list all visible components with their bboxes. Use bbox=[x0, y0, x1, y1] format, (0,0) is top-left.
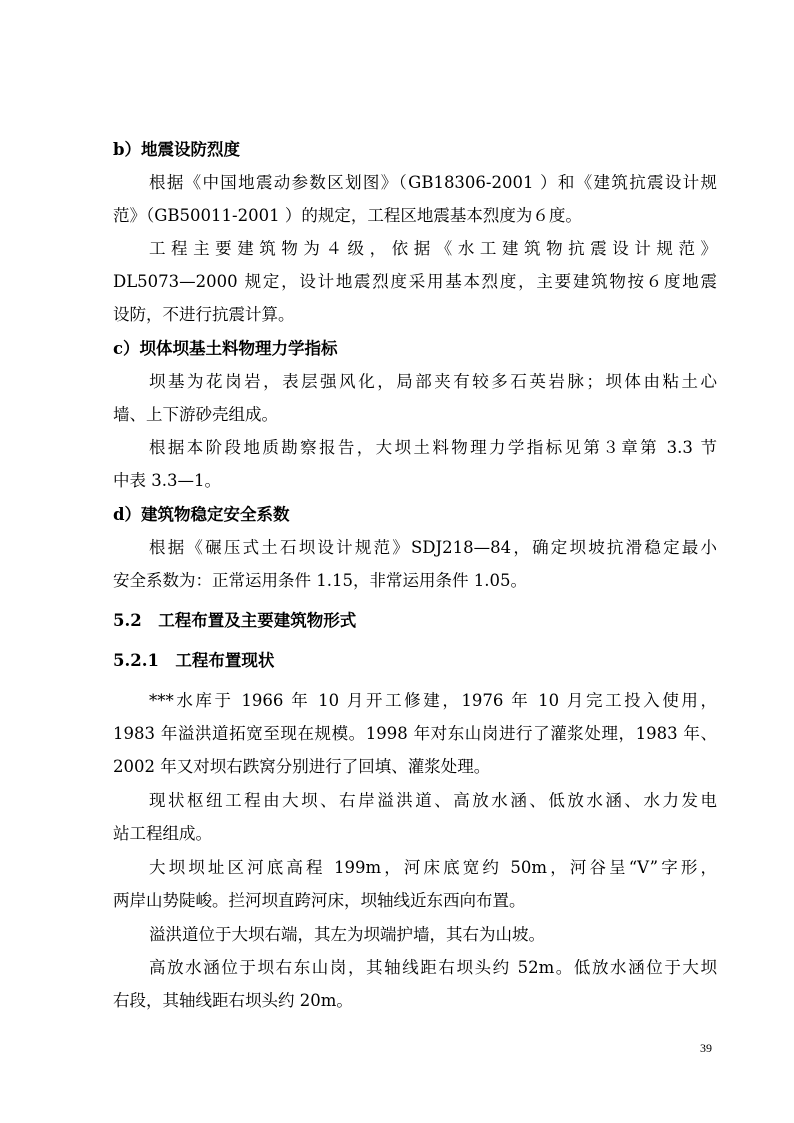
paragraph-line: 根据《碾压式土石坝设计规范》SDJ218—84，确定坝坡抗滑稳定最小 bbox=[149, 538, 717, 557]
section-heading-b: b）地震设防烈度 bbox=[113, 140, 241, 159]
paragraph-line: ***水库于 1966 年 10 月开工修建，1976 年 10 月完工投入使用， bbox=[149, 691, 717, 710]
paragraph-line: 右段，其轴线距右坝头约 20m。 bbox=[113, 991, 353, 1010]
paragraph-line: 根据《中国地震动参数区划图》（GB18306-2001 ）和《建筑抗震设计规 bbox=[149, 173, 717, 192]
paragraph-line: 安全系数为：正常运用条件 1.15，非常运用条件 1.05。 bbox=[113, 571, 527, 590]
paragraph-line: 范》（GB50011-2001 ）的规定，工程区地震基本烈度为６度。 bbox=[113, 206, 582, 225]
paragraph-line: 工程主要建筑物为４级，依据《水工建筑物抗震设计规范》 bbox=[149, 239, 717, 258]
paragraph-line: 中表 3.3—1。 bbox=[113, 471, 221, 490]
paragraph-line: 现状枢纽工程由大坝、右岸溢洪道、高放水涵、低放水涵、水力发电 bbox=[149, 791, 717, 810]
paragraph-line: 根据本阶段地质勘察报告，大坝土料物理力学指标见第３章第 3.3 节 bbox=[149, 438, 717, 457]
paragraph-line: DL5073—2000 规定，设计地震烈度采用基本烈度，主要建筑物按６度地震 bbox=[113, 272, 717, 291]
section-heading-5-2: 5.2 工程布置及主要建筑物形式 bbox=[113, 611, 357, 630]
paragraph-line: 坝基为花岗岩，表层强风化，局部夹有较多石英岩脉；坝体由粘土心 bbox=[149, 372, 717, 391]
paragraph-line: 墙、上下游砂壳组成。 bbox=[113, 405, 278, 424]
paragraph-line: 大坝坝址区河底高程 199m，河床底宽约 50m，河谷呈“V”字形， bbox=[149, 858, 717, 877]
page-number: 39 bbox=[700, 1041, 712, 1055]
paragraph-line: 设防，不进行抗震计算。 bbox=[113, 305, 295, 324]
paragraph-line: 2002 年又对坝右跌窝分别进行了回填、灌浆处理。 bbox=[113, 757, 491, 776]
paragraph-line: 1983 年溢洪道拓宽至现在规模。1998 年对东山岗进行了灌浆处理，1983 年、 bbox=[113, 724, 717, 743]
section-heading-c: c）坝体坝基土料物理力学指标 bbox=[113, 339, 338, 358]
paragraph-line: 两岸山势陡峻。拦河坝直跨河床，坝轴线近东西向布置。 bbox=[113, 891, 526, 910]
paragraph-line: 站工程组成。 bbox=[113, 824, 212, 843]
section-heading-d: d）建筑物稳定安全系数 bbox=[113, 505, 290, 524]
section-heading-5-2-1: 5.2.1 工程布置现状 bbox=[113, 651, 275, 670]
paragraph-line: 溢洪道位于大坝右端，其左为坝端护墙，其右为山坡。 bbox=[149, 925, 545, 944]
paragraph-line: 高放水涵位于坝右东山岗，其轴线距右坝头约 52m。低放水涵位于大坝 bbox=[149, 958, 717, 977]
